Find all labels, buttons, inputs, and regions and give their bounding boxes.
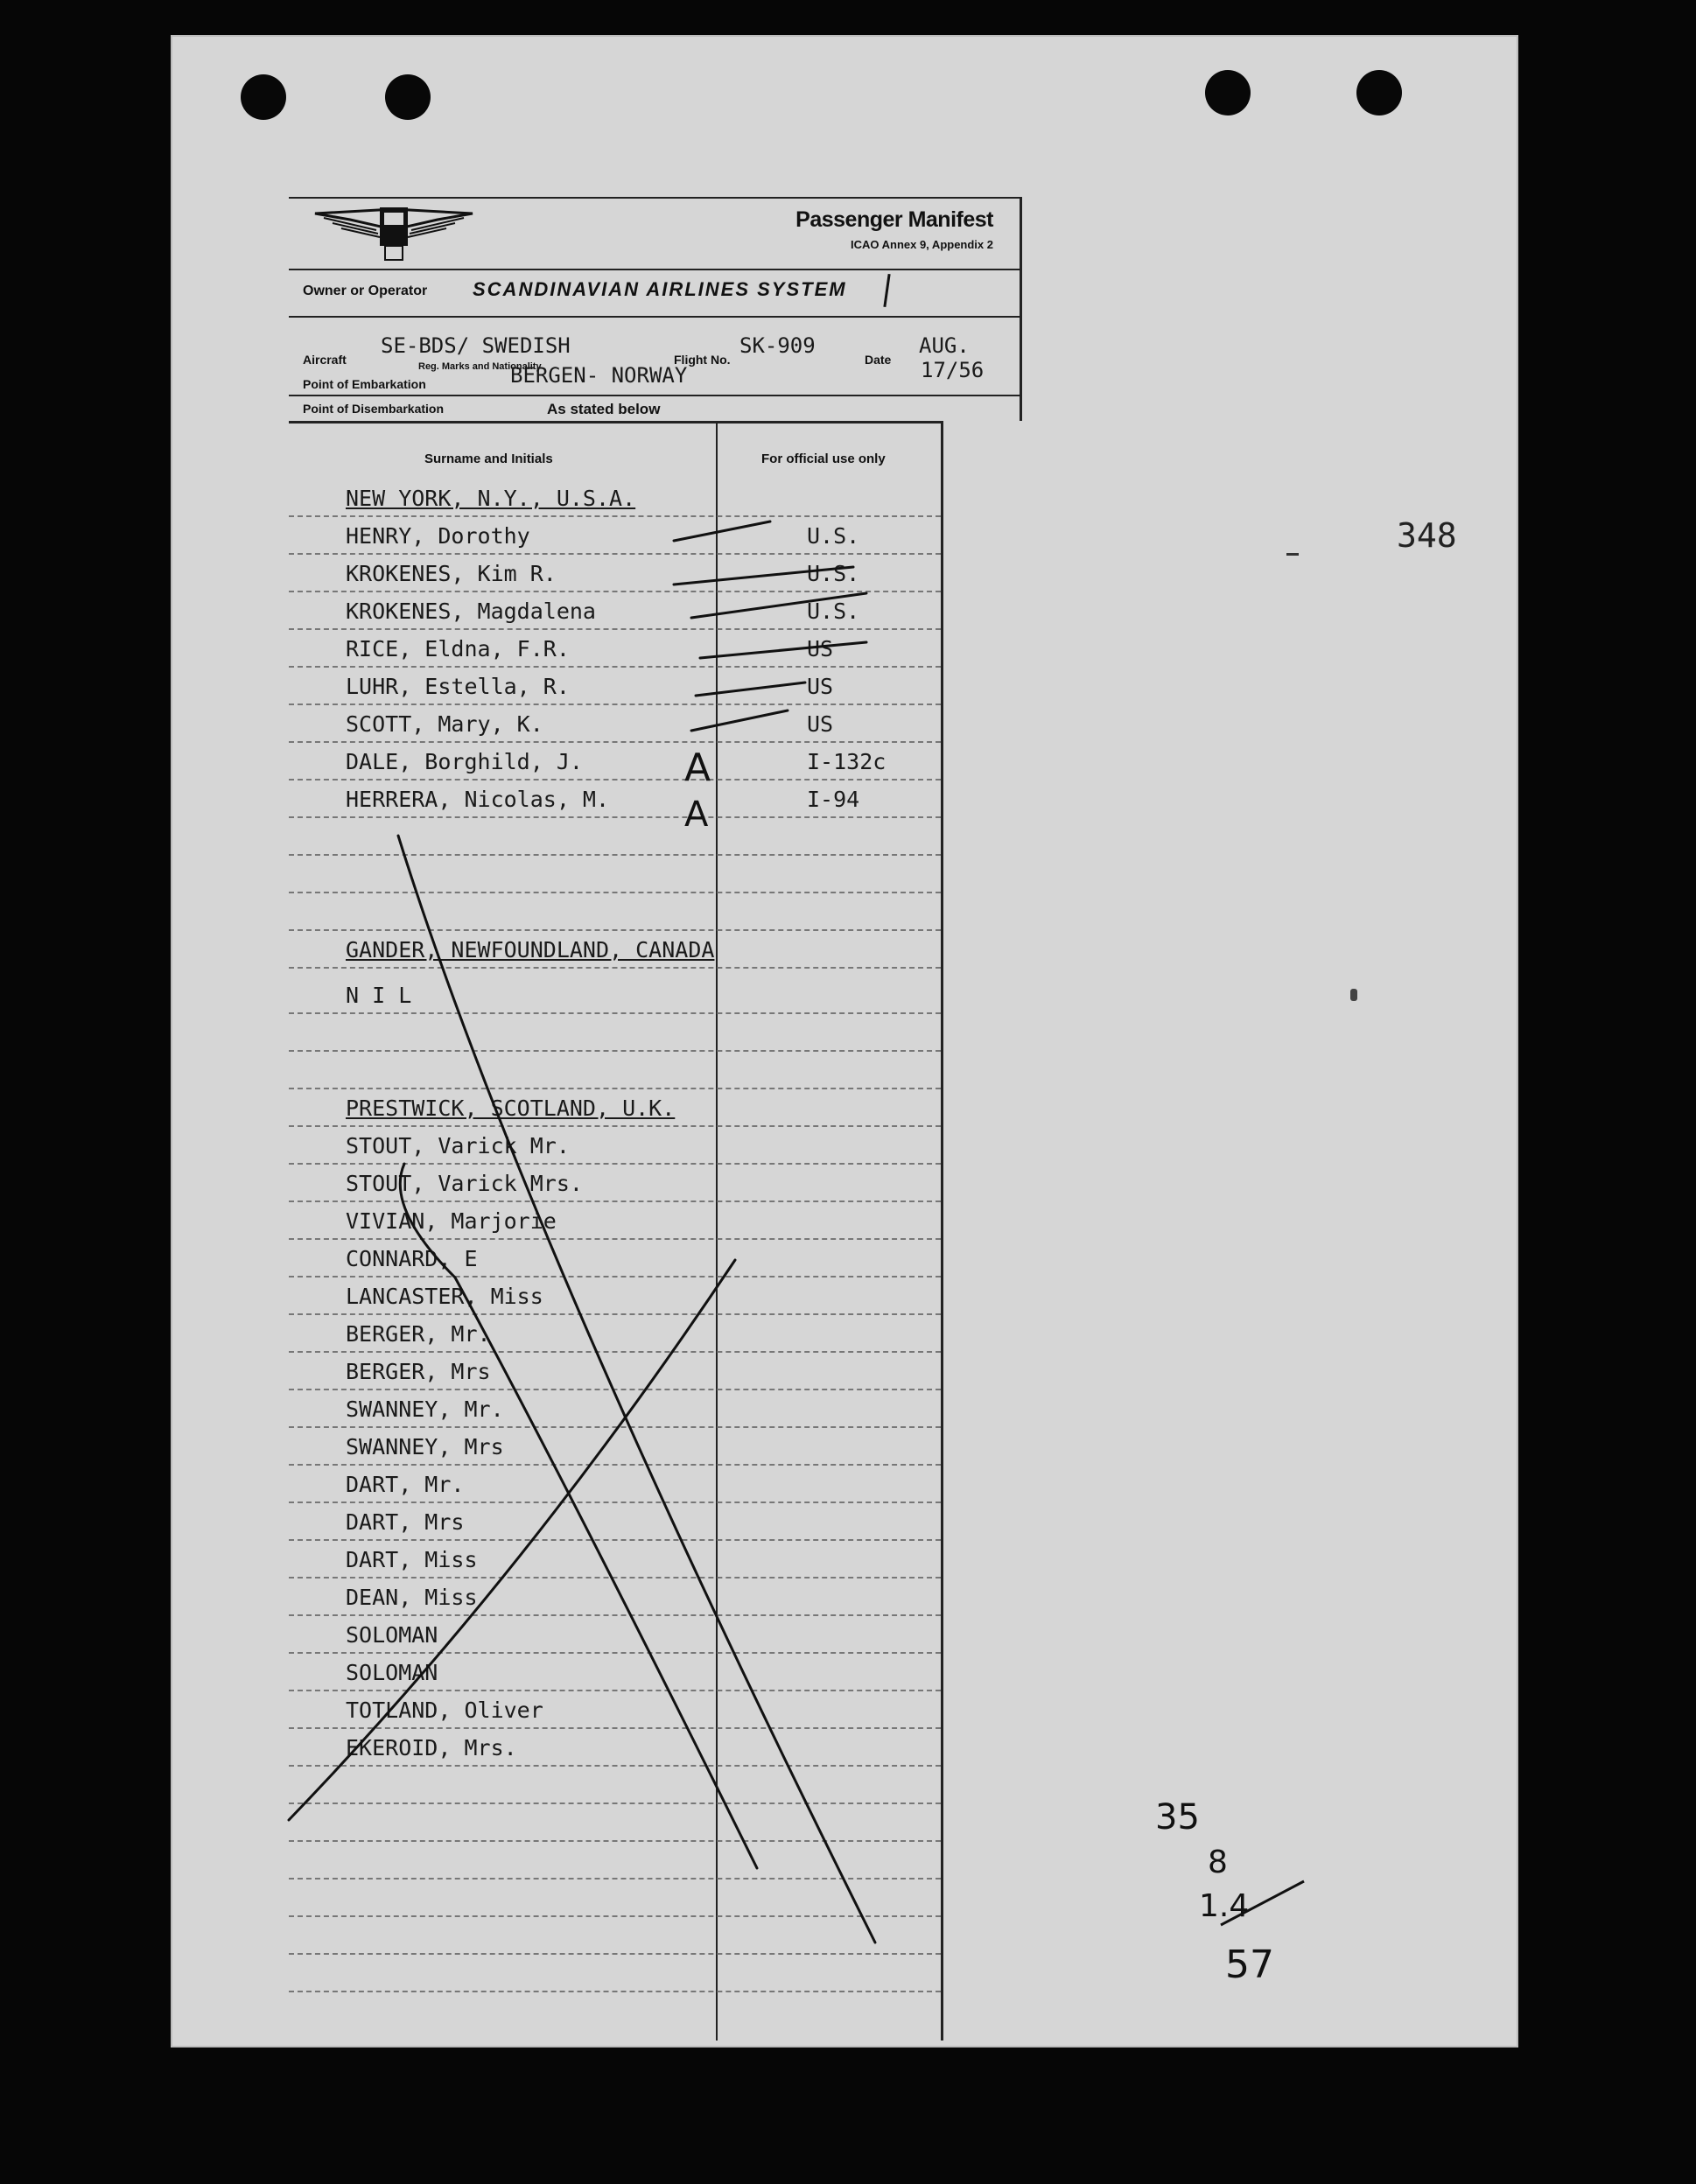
official-use-cell: U.S.: [807, 523, 860, 549]
passenger-name: HERRERA, Nicolas, M.: [346, 787, 610, 812]
date-month: AUG.: [919, 333, 970, 358]
official-use-cell: US: [807, 711, 834, 737]
tally-3: 1.4: [1199, 1888, 1250, 1924]
form-header: [289, 197, 1022, 269]
passenger-name: N I L: [346, 982, 412, 1008]
aircraft-label: Aircraft: [303, 353, 347, 367]
passenger-name: LUHR, Estella, R.: [346, 674, 570, 699]
aircraft-value: SE-BDS/ SWEDISH: [381, 333, 571, 358]
official-use-cell: US: [807, 636, 834, 662]
official-use-cell: U.S.: [807, 598, 860, 624]
embarkation-label: Point of Embarkation: [303, 377, 426, 391]
owner-label: Owner or Operator: [303, 284, 428, 298]
form-subtitle: ICAO Annex 9, Appendix 2: [850, 238, 993, 251]
punch-hole-4: [1356, 70, 1402, 116]
passenger-name: SOLOMAN: [346, 1621, 438, 1648]
passenger-name: DALE, Borghild, J.: [346, 749, 583, 774]
passenger-name: SWANNEY, Mrs: [346, 1433, 504, 1460]
col-surname-header: Surname and Initials: [424, 452, 553, 466]
passenger-name: DEAN, Miss: [346, 1584, 478, 1610]
disembarkation-label: Point of Disembarkation: [303, 402, 445, 416]
embarkation-value: BERGEN- NORWAY: [510, 363, 688, 388]
passenger-name: CONNARD, E: [346, 1245, 478, 1271]
passenger-name: EKEROID, Mrs.: [346, 1734, 517, 1760]
passenger-manifest-form: [289, 197, 1022, 2040]
tally-4: 57: [1225, 1942, 1274, 1987]
owner-value: SCANDINAVIAN AIRLINES SYSTEM: [473, 278, 847, 300]
passenger-name: KROKENES, Magdalena: [346, 598, 596, 624]
punch-hole-3: [1205, 70, 1251, 116]
passenger-name: BERGER, Mr.: [346, 1320, 491, 1347]
passenger-name: SWANNEY, Mr.: [346, 1396, 504, 1422]
section-heading: PRESTWICK, SCOTLAND, U.K.: [346, 1095, 676, 1121]
passenger-name: TOTLAND, Oliver: [346, 1697, 543, 1723]
flight-label: Flight No.: [674, 353, 731, 367]
tally-1: 35: [1155, 1797, 1200, 1838]
form-title: Passenger Manifest: [795, 207, 993, 232]
passenger-name: LANCASTER, Miss: [346, 1283, 543, 1309]
tally-2: 8: [1208, 1844, 1228, 1880]
paper-speck: [1350, 989, 1357, 1001]
punch-hole-2: [385, 74, 431, 120]
handwritten-mark-a-2: A: [684, 794, 709, 835]
passenger-name: VIVIAN, Marjorie: [346, 1208, 557, 1234]
passenger-name: RICE, Eldna, F.R.: [346, 636, 570, 662]
col-official-header: For official use only: [761, 452, 886, 466]
official-use-cell: I-94: [807, 787, 860, 812]
check-mark: [883, 274, 890, 307]
passenger-name: STOUT, Varick Mrs.: [346, 1170, 583, 1196]
flight-value: SK-909: [739, 333, 816, 358]
owner-row: [289, 270, 1022, 316]
page-number: 348: [1397, 516, 1457, 555]
passenger-name: BERGER, Mrs: [346, 1358, 491, 1384]
passenger-name: DART, Mr.: [346, 1471, 465, 1497]
passenger-name: STOUT, Varick Mr.: [346, 1132, 570, 1158]
passenger-name: KROKENES, Kim R.: [346, 561, 557, 586]
section-heading: GANDER, NEWFOUNDLAND, CANADA: [346, 937, 715, 962]
reg-marks-label: Reg. Marks and Nationality: [418, 361, 542, 372]
section-heading: NEW YORK, N.Y., U.S.A.: [346, 486, 636, 511]
official-use-cell: I-132c: [807, 749, 887, 774]
sas-logo-icon: [298, 200, 490, 262]
official-use-cell: U.S.: [807, 561, 860, 586]
passenger-name: SOLOMAN: [346, 1659, 438, 1685]
date-label: Date: [865, 353, 892, 367]
passenger-name: HENRY, Dorothy: [346, 523, 530, 549]
disembarkation-value: As stated below: [547, 401, 661, 417]
official-use-cell: US: [807, 674, 834, 699]
margin-dash: [1286, 553, 1299, 556]
passenger-name: DART, Mrs: [346, 1508, 465, 1535]
date-day: 17/56: [921, 358, 985, 382]
passenger-name: DART, Miss: [346, 1546, 478, 1572]
flight-details: [289, 318, 1022, 421]
passenger-table: [289, 421, 943, 2040]
punch-hole-1: [241, 74, 286, 120]
handwritten-mark-a-1: A: [684, 746, 711, 790]
passenger-name: SCOTT, Mary, K.: [346, 711, 543, 737]
